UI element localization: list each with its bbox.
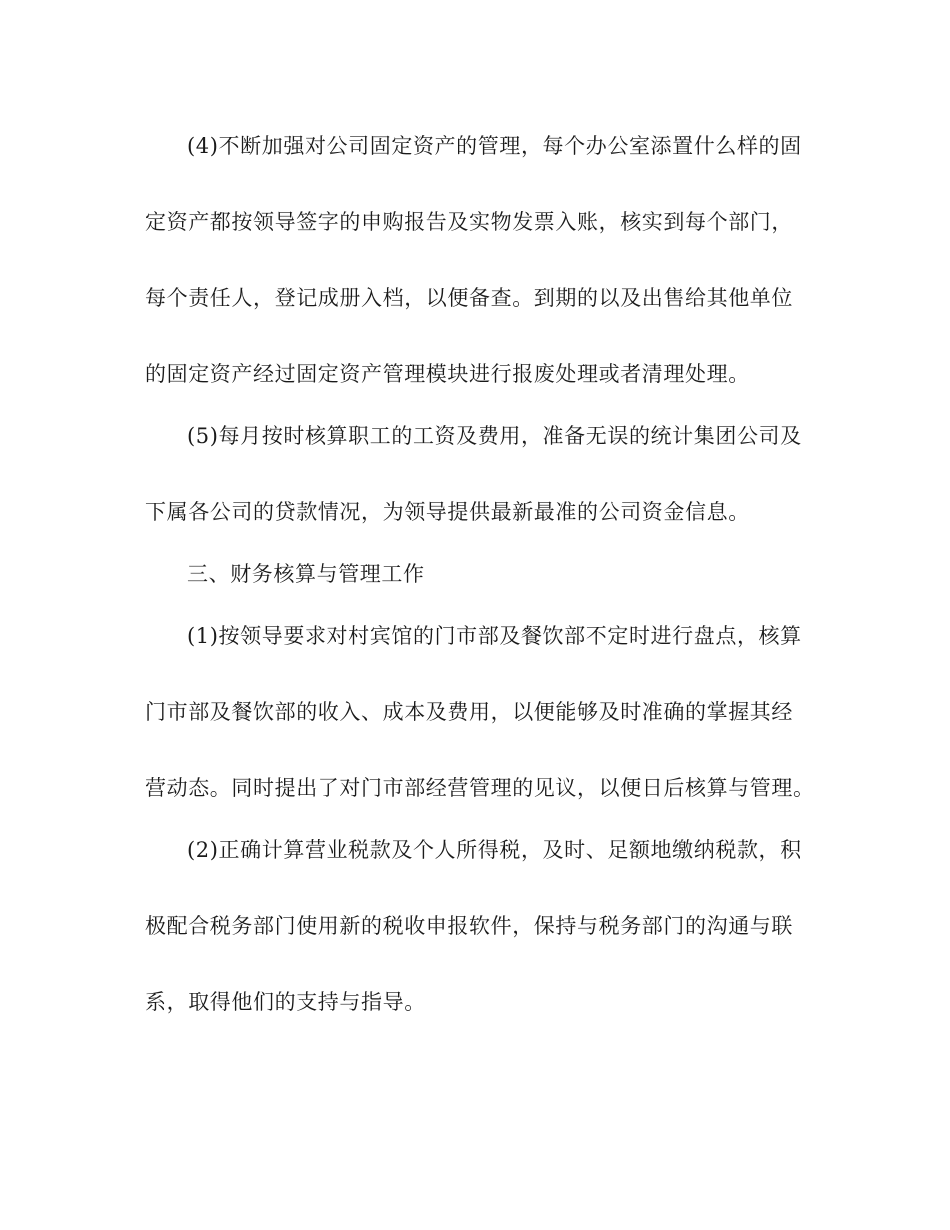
text-line: 营动态。同时提出了对门市部经营管理的见议，以便日后核算与管理。 — [145, 776, 815, 800]
text-line: (4)不断加强对公司固定资产的管理，每个办公室添置什么样的固 — [187, 134, 802, 158]
paragraph-inventory — [145, 610, 815, 824]
section-heading — [145, 548, 807, 610]
text-line: 定资产都按领导签字的申购报告及实物发票入账，核实到每个部门， — [145, 210, 793, 234]
text-line: (5)每月按时核算职工的工资及费用，准备无误的统计集团公司及 — [187, 424, 802, 448]
paragraph-taxes — [145, 824, 807, 1038]
text-line: 门市部及餐饮部的收入、成本及费用，以便能够及时准确的掌握其经 — [145, 700, 793, 724]
section-title: 三、财务核算与管理工作 — [187, 562, 425, 586]
paragraph-fixed-assets — [145, 120, 807, 410]
text-line: 每个责任人，登记成册入档，以便备查。到期的以及出售给其他单位 — [145, 286, 793, 310]
text-line: 极配合税务部门使用新的税收申报软件，保持与税务部门的沟通与联 — [145, 914, 793, 938]
text-line: (1)按领导要求对村宾馆的门市部及餐饮部不定时进行盘点，核算 — [187, 624, 802, 648]
text-line: 下属各公司的贷款情况，为领导提供最新最准的公司资金信息。 — [145, 500, 750, 524]
text-line: 的固定资产经过固定资产管理模块进行报废处理或者清理处理。 — [145, 362, 750, 386]
text-line: (2)正确计算营业税款及个人所得税，及时、足额地缴纳税款，积 — [187, 838, 802, 862]
paragraph-payroll — [145, 410, 807, 548]
document-body — [145, 120, 815, 1038]
text-line: 系，取得他们的支持与指导。 — [145, 990, 426, 1014]
